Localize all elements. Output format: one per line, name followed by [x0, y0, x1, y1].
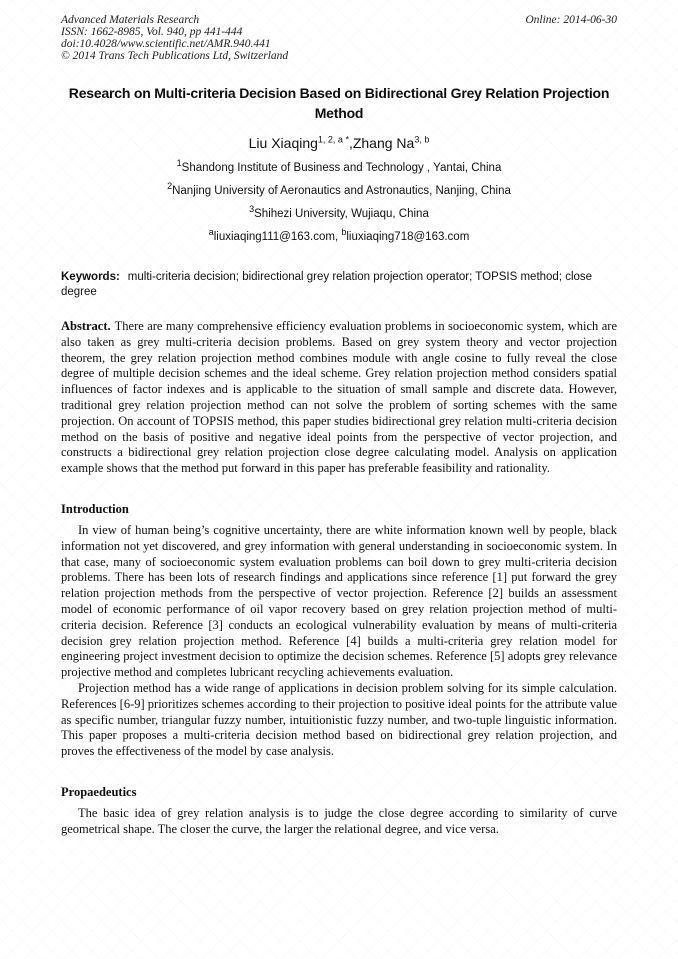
publication-info	[61, 14, 288, 62]
affiliation-text: Shihezi University, Wujiaqu, China	[254, 208, 429, 220]
author-superscript: 3, b	[414, 134, 430, 145]
affiliation-line	[61, 157, 617, 180]
abstract-text: There are many comprehensive efficiency evaluation problems in socioeconomic system, which are also taken as grey multi-criteria decision problems. Based on grey system theory and vector projection theorem, the grey relation projection method combines module with angle cosine to fully reveal the close degree of multiple decision schemes and the ideal scheme. Grey relation projection method considers spatial influences of factor indexes and is applicable to the situation of small sample and discrete data. However, traditional grey relation projection method can not solve the problem of sorting schemes with the same projection. On account of TOPSIS method, this paper studies bidirectional grey relation multi-criteria decision method on the basis of positive and negative ideal points from the perspective of vector projection, and constructs a bidirectional grey relation projection close degree calculating model. Analysis on application example shows that the method put forward in this paper has preferable feasibility and rationality.	[61, 319, 617, 476]
section-heading: Introduction	[61, 501, 129, 516]
affiliation-line	[61, 180, 617, 203]
email-address: liuxiaqing718@163.com	[346, 231, 470, 243]
online-date: Online: 2014-06-30	[525, 14, 617, 26]
journal-name: Advanced Materials Research	[61, 14, 200, 26]
paragraph: Projection method has a wide range of applications in decision problem solving for its simple calculation. References [6-9] prioritizes schemes according to their projection to positive ideal points for the attribute value as specific number, triangular fuzzy number, intuitionistic fuzzy number, and two-tuple linguistic information. This paper proposes a multi-criteria decision method based on bidirectional grey relation projection, and proves the effectiveness of the model by case analysis.	[61, 680, 617, 759]
emails-separator: ,	[334, 231, 342, 243]
email-superscript: a	[208, 227, 214, 238]
authors-separator: ,	[348, 135, 353, 151]
paragraph: The basic idea of grey relation analysis is to judge the close degree according to similarity of curve geometrical shape. The closer the curve, the larger the relational degree, and vice versa.	[61, 805, 617, 836]
emails-line	[61, 226, 617, 249]
email-superscript: b	[341, 227, 347, 238]
affiliation-superscript: 3	[249, 204, 255, 215]
section-heading: Propaedeutics	[61, 784, 137, 799]
section-propaedeutics	[61, 784, 617, 838]
abstract-label: Abstract.	[61, 319, 111, 333]
doi-line: doi:10.4028/www.scientific.net/AMR.940.441	[61, 38, 271, 50]
section-introduction	[61, 501, 617, 760]
keywords-block	[61, 270, 617, 300]
paper-title: Research on Multi-criteria Decision Based on Bidirectional Grey Relation Projection Method	[68, 85, 610, 121]
abstract-block	[61, 319, 617, 477]
affiliation-line	[61, 203, 617, 226]
author-name: Liu Xiaqing	[248, 135, 318, 151]
issn-volume-line: ISSN: 1662-8985, Vol. 940, pp 441-444	[61, 26, 243, 38]
affiliation-text: Shandong Institute of Business and Technology , Yantai, China	[181, 162, 502, 174]
author-name: Zhang Na	[352, 135, 415, 151]
affiliations	[61, 157, 617, 249]
affiliation-text: Nanjing University of Aeronautics and Astronautics, Nanjing, China	[172, 185, 511, 197]
copyright-line: © 2014 Trans Tech Publications Ltd, Switzerland	[61, 50, 289, 62]
publication-header	[61, 14, 617, 62]
paragraph: In view of human being’s cognitive uncertainty, there are white information known well by people, black information not yet discovered, and grey information with general understanding in socioeconomic system. In that case, many of socioeconomic system evaluation problems can boil down to grey multi-criteria decision problems. There has been lots of research findings and applications since reference [1] put forward the grey relation projection methods from the perspective of vector projection. Reference [2] builds an assessment model of economic performance of oil vapor recovery based on grey relation projection method of multi-criteria decision. Reference [3] conducts an ecological vulnerability evaluation by means of multi-criteria decision grey relation projection method. Reference [4] builds a multi-criteria grey relation model for engineering project investment decision to optimize the decision schemes. Reference [5] adopts grey relevance projective method and completes lubricant recycling achievements evaluation.	[61, 522, 617, 680]
keywords-text: multi-criteria decision; bidirectional grey relation projection operator; TOPSIS method; close degree	[61, 271, 593, 298]
authors-line	[61, 135, 617, 151]
author-superscript: 1, 2, a *	[317, 134, 349, 145]
affiliation-superscript: 1	[176, 158, 182, 169]
affiliation-superscript: 2	[167, 181, 173, 192]
email-address: liuxiaqing111@163.com	[213, 231, 335, 243]
keywords-label: Keywords:	[61, 271, 120, 283]
